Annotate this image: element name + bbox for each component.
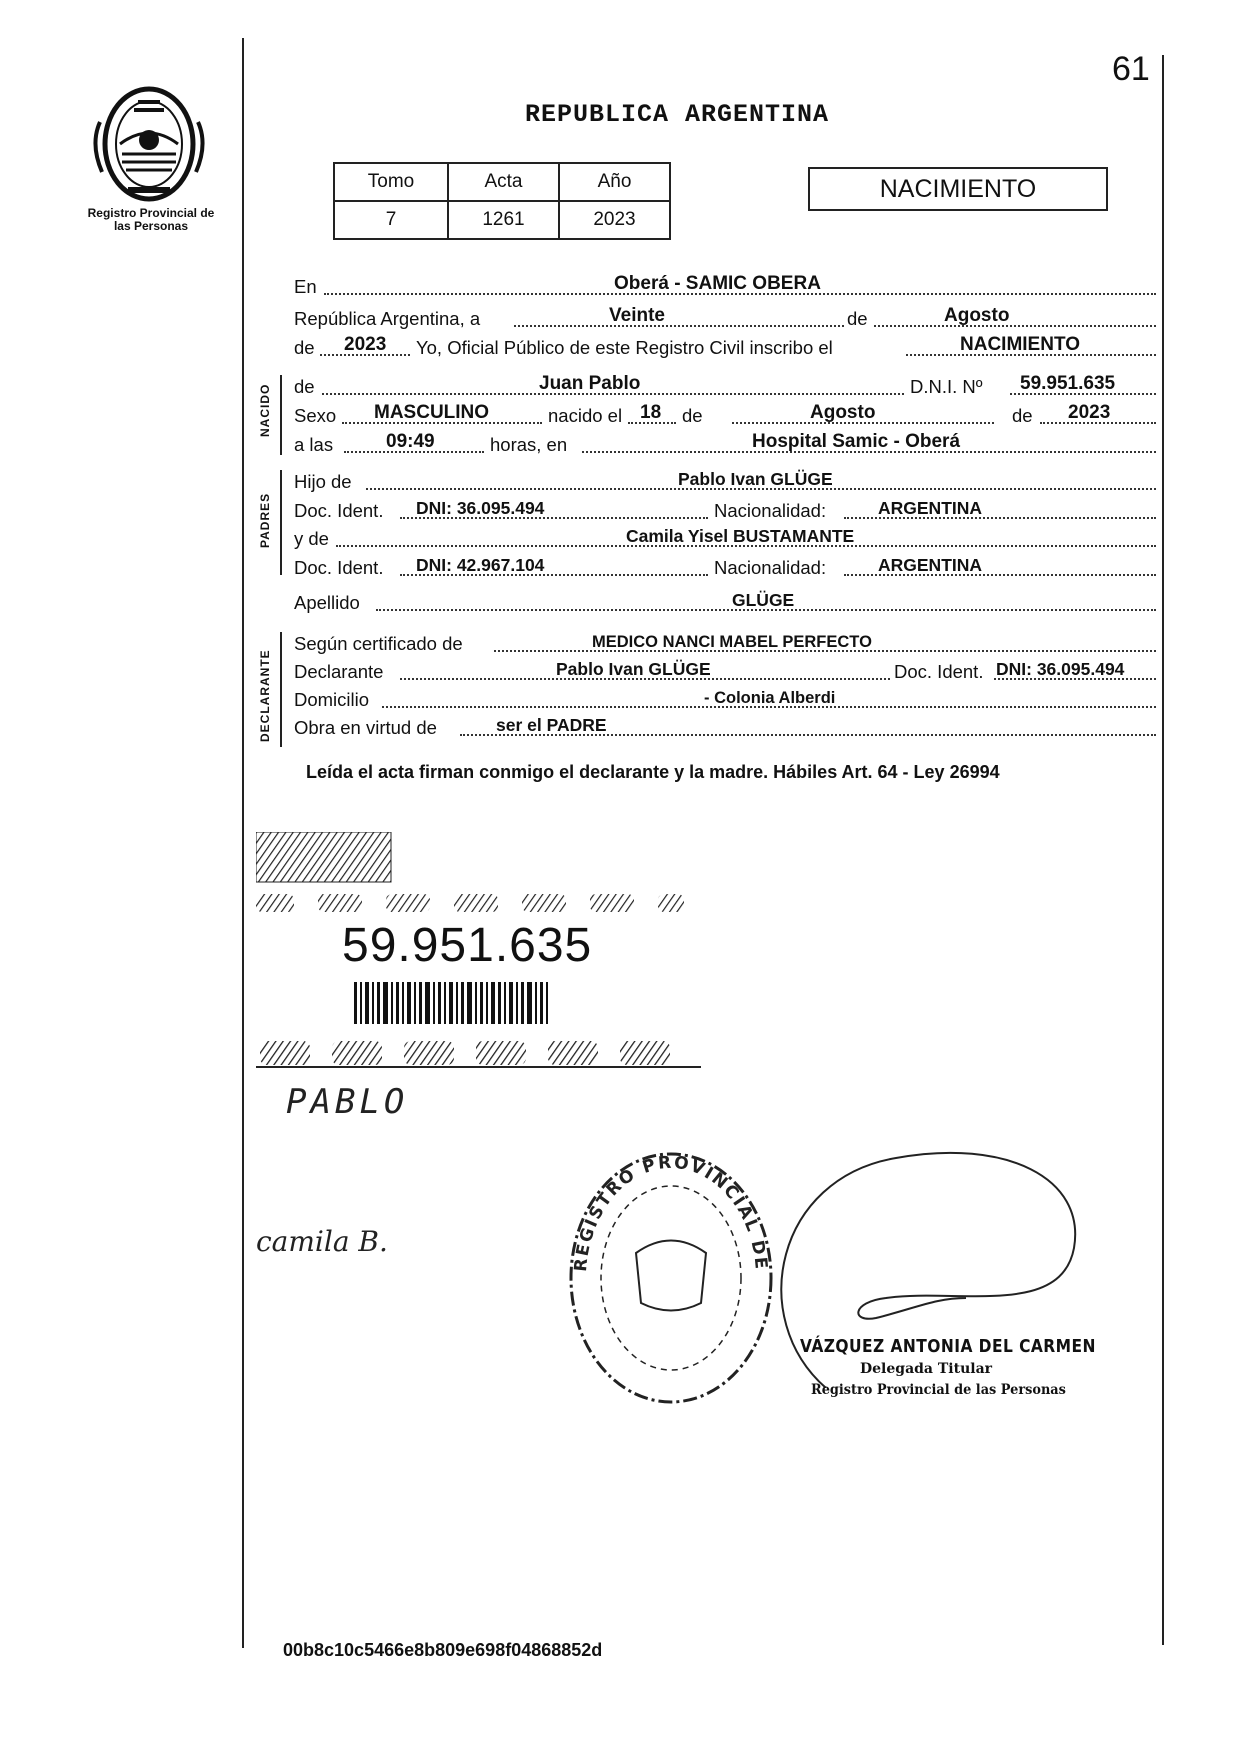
label-doc-ident-3: Doc. Ident. [894,661,984,682]
value-declarante: Pablo Ivan GLÜGE [556,659,711,679]
province-seal-icon [88,82,210,212]
value-anio-nac: 2023 [1068,402,1111,423]
tomo-header: Tomo [334,163,448,201]
value-domicilio: - Colonia Alberdi [704,689,836,707]
value-dia-nac: 18 [640,402,662,423]
row-obra [294,714,1156,739]
value-nombre: Juan Pablo [539,373,641,394]
label-de-2: de [294,337,315,358]
signature-declarante: PABLO [286,1082,409,1122]
label-de-1: de [847,308,868,329]
label-obra-en-virtud: Obra en virtud de [294,717,437,738]
value-lugar: Oberá - SAMIC OBERA [614,273,821,294]
label-de-4: de [682,405,703,426]
official-stamp-icon [556,1138,786,1408]
acta-header: Acta [448,163,559,201]
row-fecha-registro [294,305,1156,330]
section-declarante: DECLARANTE [258,649,272,742]
official-name: VÁZQUEZ ANTONIA DEL CARMEN [800,1336,1096,1357]
value-mes-registro: Agosto [944,305,1010,326]
row-lugar [294,273,1156,298]
value-madre-doc: DNI: 42.967.104 [416,555,545,575]
label-a-las: a las [294,434,334,455]
svg-text:REGISTRO PROVINCIAL DE LAS PER: REGISTRO PROVINCIAL DE [570,1152,771,1273]
value-certificado: MEDICO NANCI MABEL PERFECTO [592,633,872,651]
official-org: Registro Provincial de las Personas [811,1382,1066,1398]
section-padres: PADRES [258,492,272,548]
label-dni-no: D.N.I. Nº [910,376,983,397]
value-padre-nac: ARGENTINA [878,498,983,518]
value-mes-nac: Agosto [810,402,876,423]
dni-label-number: 59.951.635 [342,919,593,972]
label-segun-certificado: Según certificado de [294,633,463,654]
label-republica: República Argentina, a [294,308,481,329]
signature-madre: camila B. [256,1225,388,1258]
row-domicilio [294,686,1156,711]
page-number: 61 [1112,50,1150,88]
tomo-value: 7 [334,201,448,239]
value-apellido: GLÜGE [732,590,795,610]
official-title: Delegada Titular [860,1361,993,1377]
value-hora: 09:49 [386,431,435,452]
padres-bar [280,470,282,575]
label-domicilio: Domicilio [294,689,370,710]
label-doc-ident-1: Doc. Ident. [294,500,384,521]
label-apellido: Apellido [294,592,360,613]
row-declarante [294,658,1156,683]
acta-value: 1261 [448,201,559,239]
closing-note: Leída el acta firman conmigo el declarante y la madre. Hábiles Art. 64 - Ley 26994 [306,762,1000,782]
label-horas-en: horas, en [490,434,568,455]
row-apellido [294,589,1156,614]
value-anio-registro: 2023 [344,334,387,355]
value-madre-nac: ARGENTINA [878,555,983,575]
value-obra-en-virtud: ser el PADRE [496,715,607,735]
label-nacionalidad-1: Nacionalidad: [714,500,827,521]
label-sexo: Sexo [294,405,337,426]
row-padre [294,468,1156,493]
document-hash: 00b8c10c5466e8b809e698f04868852d [283,1640,603,1660]
row-sexo [294,402,1156,427]
page-title: REPUBLICA ARGENTINA [525,100,830,129]
value-padre-doc: DNI: 36.095.494 [416,498,545,518]
declarante-bar [280,632,282,747]
value-madre: Camila Yisel BUSTAMANTE [626,526,855,546]
label-en: En [294,276,317,297]
row-padre-doc [294,497,1156,522]
anio-value: 2023 [559,201,670,239]
value-dni: 59.951.635 [1020,373,1116,394]
reference-table [333,162,671,240]
row-hora-lugar [294,431,1156,456]
label-de-3: de [294,376,315,397]
row-madre [294,525,1156,550]
label-nacido-el: nacido el [548,405,623,426]
section-nacido: NACIDO [258,383,272,437]
row-certificado [294,630,1156,655]
value-declarante-doc: DNI: 36.095.494 [996,659,1125,679]
value-lugar-nac: Hospital Samic - Oberá [752,431,961,452]
row-inscripcion [294,334,1156,359]
label-de-5: de [1012,405,1033,426]
label-yo-oficial: Yo, Oficial Público de este Registro Civil inscribo el [416,337,833,358]
value-sexo: MASCULINO [374,402,490,423]
security-band [256,1037,706,1069]
label-doc-ident-2: Doc. Ident. [294,557,384,578]
record-type-box: NACIMIENTO [808,167,1108,211]
value-tipo-inscripcion: NACIMIENTO [960,334,1080,355]
left-margin-line [242,38,244,1648]
label-declarante: Declarante [294,661,384,682]
label-nacionalidad-2: Nacionalidad: [714,557,827,578]
value-dia-registro: Veinte [609,305,665,326]
right-margin-line [1162,55,1164,1645]
row-madre-doc [294,554,1156,579]
label-y-de: y de [294,528,329,549]
label-hijo-de: Hijo de [294,471,352,492]
row-nombre [294,373,1156,398]
nacido-bar [280,375,282,455]
registry-label: Registro Provincial de las Personas [87,206,215,233]
anio-header: Año [559,163,670,201]
value-padre: Pablo Ivan GLÜGE [678,469,833,489]
